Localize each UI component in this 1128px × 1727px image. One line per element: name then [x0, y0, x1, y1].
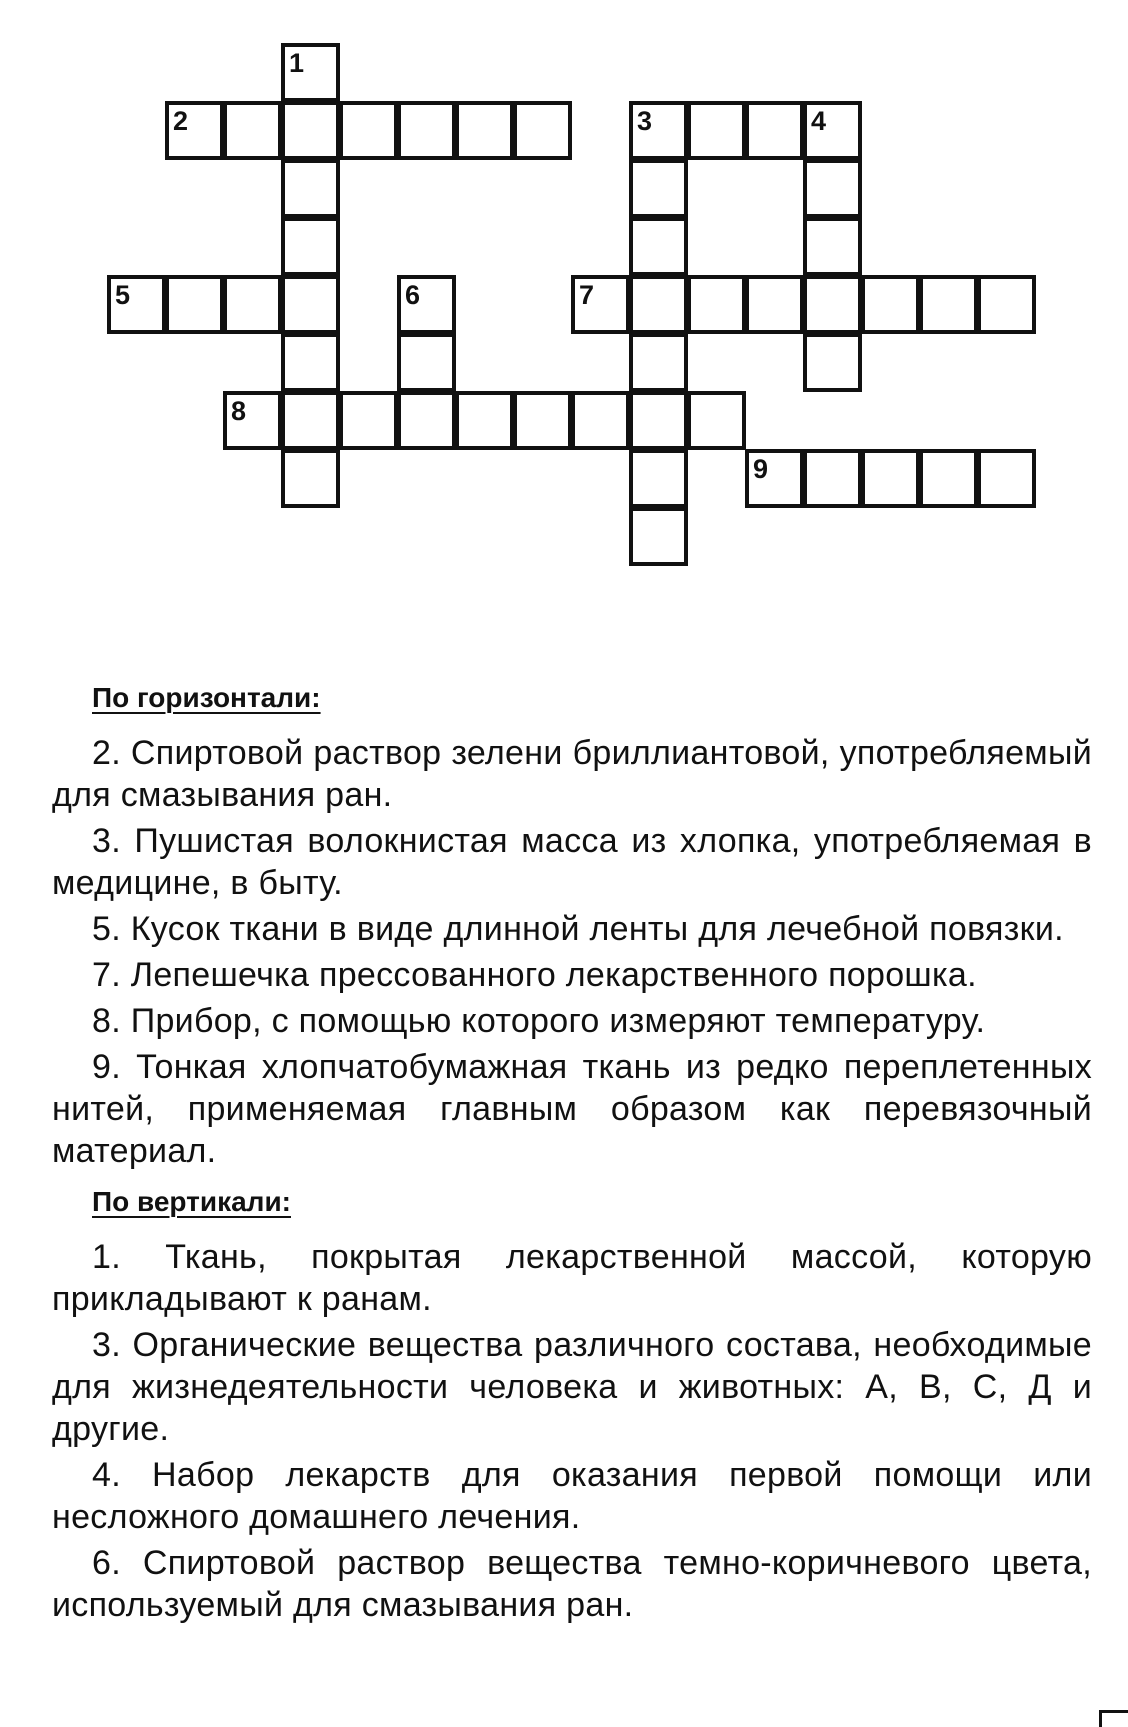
- crossword-cell[interactable]: [629, 101, 688, 160]
- down-clue: 6. Спиртовой раствор вещества темно-коричневого цвета, используемый для смазывания ран.: [52, 1544, 1092, 1624]
- crossword-cell[interactable]: [281, 391, 340, 450]
- crossword-cell[interactable]: [861, 275, 920, 334]
- crossword-cell[interactable]: [745, 449, 804, 508]
- crossword-cell[interactable]: [223, 101, 282, 160]
- crossword-cell[interactable]: [397, 333, 456, 392]
- cell-number: 3: [637, 106, 653, 136]
- down-clue: 1. Ткань, покрытая лекарственной массой, которую прикладывают к ранам.: [52, 1238, 1092, 1318]
- crossword-cell[interactable]: [629, 333, 688, 392]
- crossword-cell[interactable]: [397, 391, 456, 450]
- crossword-cell[interactable]: [861, 449, 920, 508]
- crossword-cell[interactable]: [919, 449, 978, 508]
- across-clue: 9. Тонкая хлопчатобумажная ткань из редко переплетенных нитей, применяемая главным образом как перевязочный материал.: [52, 1048, 1092, 1170]
- crossword-cell[interactable]: [687, 275, 746, 334]
- down-clue-list: [52, 1236, 1092, 1626]
- crossword-cell[interactable]: [281, 159, 340, 218]
- crossword-cell[interactable]: [513, 391, 572, 450]
- down-clue: 3. Органические вещества различного состава, необходимые для жизнедеятельности человека и животных: А, В, С, Д и другие.: [52, 1326, 1092, 1448]
- crossword-cell[interactable]: [629, 159, 688, 218]
- across-clue: 2. Спиртовой раствор зелени бриллиантовой, употребляемый для смазывания ран.: [52, 734, 1092, 814]
- cell-number: 5: [115, 280, 131, 310]
- across-heading: По горизонтали:: [92, 682, 321, 713]
- crossword-cell[interactable]: [339, 391, 398, 450]
- crossword-cell[interactable]: [977, 449, 1036, 508]
- cell-number: 1: [289, 48, 305, 78]
- crossword-cell[interactable]: [803, 449, 862, 508]
- cell-number: 2: [173, 106, 189, 136]
- crossword-cell[interactable]: [919, 275, 978, 334]
- cell-number: 4: [811, 106, 827, 136]
- crossword-cell[interactable]: [165, 101, 224, 160]
- crossword-cell[interactable]: [803, 275, 862, 334]
- crossword-cell[interactable]: [397, 101, 456, 160]
- crossword-cell[interactable]: [281, 217, 340, 276]
- crossword-cell[interactable]: [629, 391, 688, 450]
- crossword-cell[interactable]: [107, 275, 166, 334]
- crossword-cell[interactable]: [455, 101, 514, 160]
- cell-number: 8: [231, 396, 247, 426]
- crossword-cell[interactable]: [629, 507, 688, 566]
- crossword-cell[interactable]: [571, 275, 630, 334]
- crossword-cell[interactable]: [223, 275, 282, 334]
- crossword-cell[interactable]: [281, 449, 340, 508]
- cell-number: 6: [405, 280, 421, 310]
- crossword-cell[interactable]: [281, 101, 340, 160]
- across-clue: 5. Кусок ткани в виде длинной ленты для лечебной повязки.: [92, 910, 1064, 948]
- crossword-cell[interactable]: [513, 101, 572, 160]
- crossword-cell[interactable]: [281, 275, 340, 334]
- crossword-cell[interactable]: [281, 43, 340, 102]
- across-clue-list: [52, 732, 1092, 1172]
- crossword-cell[interactable]: [977, 275, 1036, 334]
- crossword-cell[interactable]: [397, 275, 456, 334]
- crossword-grid: [0, 0, 1128, 600]
- crossword-cell[interactable]: [455, 391, 514, 450]
- page-corner-mark: [1099, 1710, 1128, 1727]
- across-clue: 3. Пушистая волокнистая масса из хлопка, употребляемая в медицине, в быту.: [52, 822, 1092, 902]
- cell-number: 9: [753, 454, 769, 484]
- down-clue: 4. Набор лекарств для оказания первой помощи или несложного домашнего лечения.: [52, 1456, 1092, 1536]
- crossword-cell[interactable]: [803, 159, 862, 218]
- crossword-cell[interactable]: [629, 217, 688, 276]
- crossword-cell[interactable]: [803, 217, 862, 276]
- crossword-cell[interactable]: [687, 391, 746, 450]
- crossword-cell[interactable]: [687, 101, 746, 160]
- crossword-cell[interactable]: [281, 333, 340, 392]
- crossword-cell[interactable]: [745, 101, 804, 160]
- down-heading: По вертикали:: [92, 1186, 291, 1217]
- crossword-cell[interactable]: [803, 101, 862, 160]
- crossword-cell[interactable]: [165, 275, 224, 334]
- across-clue: 7. Лепешечка прессованного лекарственного порошка.: [92, 956, 977, 994]
- crossword-cell[interactable]: [803, 333, 862, 392]
- clues-section: [52, 680, 1092, 1630]
- cell-number: 7: [579, 280, 595, 310]
- crossword-cell[interactable]: [629, 449, 688, 508]
- crossword-cell[interactable]: [629, 275, 688, 334]
- crossword-cell[interactable]: [339, 101, 398, 160]
- crossword-cell[interactable]: [571, 391, 630, 450]
- crossword-cell[interactable]: [745, 275, 804, 334]
- across-clue: 8. Прибор, с помощью которого измеряют температуру.: [92, 1002, 986, 1040]
- crossword-cell[interactable]: [223, 391, 282, 450]
